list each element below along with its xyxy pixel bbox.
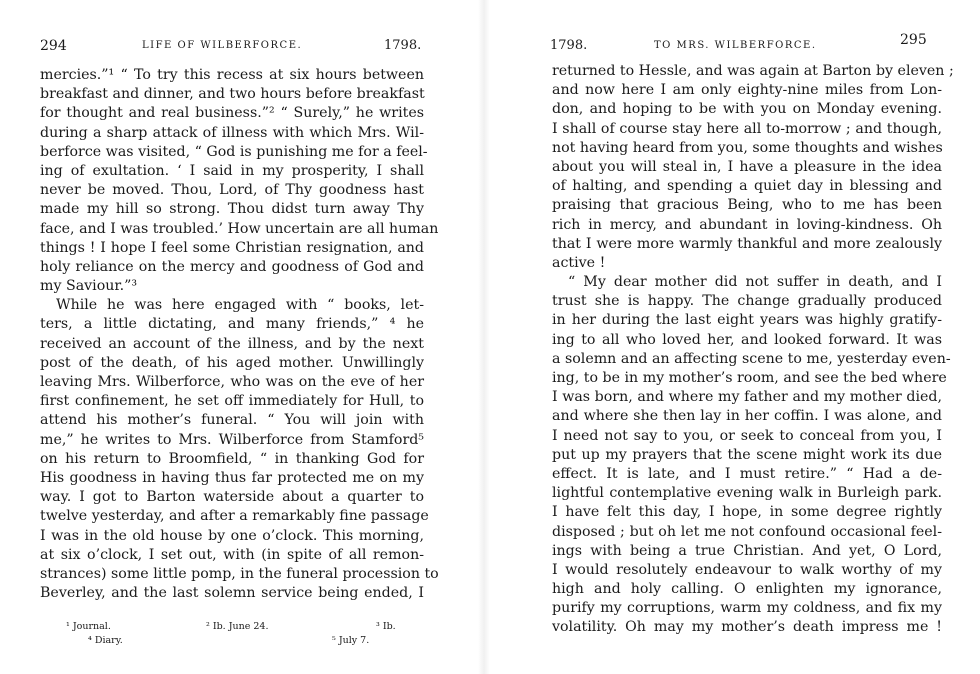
- text-line: way. I got to Barton waterside about a quarter to: [40, 489, 424, 506]
- text-line: leaving Mrs. Wilberforce, who was on the eve of her: [40, 374, 424, 390]
- text-line: on his return to Broomfield, “ in thanking God for: [40, 450, 424, 467]
- text-line: praising that gracious Being, who to me has been: [552, 197, 942, 214]
- text-line: and where she then lay in her coffin. I was alone, and: [552, 408, 942, 425]
- text-line: returned to Hessle, and was again at Barton by eleven ;: [552, 63, 954, 79]
- text-line: things ! I hope I feel some Christian resignation, and: [40, 239, 424, 256]
- text-line: twelve yesterday, and after a remarkably fine passage: [40, 508, 429, 525]
- text-line: I was born, and where my father and my mother died,: [552, 389, 942, 406]
- text-line: ings with being a true Christian. And yet, O Lord,: [552, 542, 942, 559]
- text-line: effect. It is late, and I must retire.” “ Had a de-: [552, 465, 942, 482]
- text-line: holy reliance on the mercy and goodness of God and: [40, 258, 424, 275]
- text-line: not having heard from you, some thoughts and wishes: [552, 139, 943, 156]
- text-line: about you will steal in, I have a pleasure in the idea: [552, 158, 942, 175]
- text-line: volatility. Oh may my mother’s death impress me !: [552, 619, 942, 636]
- text-line: for thought and real business.”² “ Surely,” he writes: [40, 105, 424, 122]
- text-line: ing to all who loved her, and looked forward. It was: [552, 331, 942, 348]
- right-page-number: 295: [900, 32, 927, 48]
- text-line: rich in mercy, and abundant in loving-kindness. Oh: [552, 216, 942, 233]
- text-line: a solemn and an affecting scene to me, yesterday even-: [552, 350, 951, 367]
- text-line: my Saviour.”³: [40, 278, 138, 295]
- text-line: of halting, and spending a quiet day in blessing and: [552, 178, 942, 195]
- text-line: “ My dear mother did not suffer in death, and I: [568, 274, 942, 291]
- text-line: His goodness in having thus far protected me on my: [40, 469, 424, 486]
- right-running-title: TO MRS. WILBERFORCE.: [654, 40, 817, 51]
- text-line: active !: [552, 254, 606, 271]
- text-line: face, and I was troubled.’ How uncertain are all human: [40, 220, 439, 237]
- left-running-title: LIFE OF WILBERFORCE.: [142, 40, 303, 51]
- text-line: never be moved. Thou, Lord, of Thy goodness hast: [40, 182, 424, 199]
- text-line: While he was here engaged with “ books, let-: [56, 297, 424, 314]
- footnote: ⁵ July 7.: [332, 635, 370, 646]
- text-line: strances) some little pomp, in the funeral procession to: [40, 565, 439, 582]
- text-line: in her during the last eight years was highly gratify-: [552, 312, 942, 329]
- text-line: and now here I am only eighty-nine miles from Lon-: [552, 82, 942, 99]
- text-line: I need not say to you, or seek to conceal from you, I: [552, 427, 942, 444]
- footnote: ¹ Journal.: [66, 621, 111, 632]
- text-line: Beverley, and the last solemn service being ended, I: [40, 585, 424, 602]
- left-page: [0, 0, 480, 674]
- text-line: berforce was visited, “ God is punishing me for a feel-: [40, 143, 428, 160]
- text-line: breakfast and dinner, and two hours before breakfast: [40, 86, 425, 103]
- text-line: ing of exultation. ‘ I said in my prosperity, I shall: [40, 162, 424, 179]
- text-line: I would resolutely endeavour to walk worthy of my: [552, 561, 942, 578]
- text-line: purify my corruptions, warm my coldness, and fix my: [552, 600, 942, 617]
- footnote: ³ Ib.: [376, 621, 396, 632]
- right-page-year: 1798.: [550, 38, 588, 53]
- text-line: me,” he writes to Mrs. Wilberforce from Stamford⁵: [40, 431, 424, 448]
- text-line: ters, a little dictating, and many friends,” ⁴ he: [40, 316, 424, 333]
- left-page-body: [40, 66, 439, 603]
- text-line: don, and hoping to be with you on Monday evening.: [552, 101, 942, 118]
- text-line: disposed ; but oh let me not confound occasional feel-: [552, 523, 942, 540]
- text-line: lightful contemplative evening walk in Burleigh park.: [552, 485, 942, 502]
- book-gutter: [478, 0, 490, 674]
- text-line: post of the death, of his aged mother. Unwillingly: [40, 354, 424, 371]
- text-line: at six o’clock, I set out, with (in spite of all remon-: [40, 546, 424, 563]
- text-line: put up my prayers that the scene might work its due: [552, 446, 942, 463]
- text-line: high and holy calling. O enlighten my ignorance,: [552, 581, 942, 598]
- text-line: that I were more warmly thankful and more zealously: [552, 235, 942, 252]
- footnote: ⁴ Diary.: [88, 635, 123, 646]
- text-line: ing, to be in my mother’s room, and see the bed where: [552, 370, 947, 386]
- text-line: during a sharp attack of illness with which Mrs. Wil-: [40, 124, 424, 141]
- text-line: received an account of the illness, and by the next: [40, 335, 424, 352]
- text-line: trust she is happy. The change gradually produced: [552, 293, 942, 310]
- left-page-header: [40, 38, 424, 54]
- text-line: I shall of course stay here all to-morrow ; and though,: [552, 120, 942, 137]
- right-page-body: [552, 62, 954, 638]
- left-page-year: 1798.: [384, 38, 422, 53]
- text-line: I was in the old house by one o’clock. This morning,: [40, 527, 424, 544]
- text-line: first confinement, he set off immediately for Hull, to: [40, 393, 424, 410]
- footnote: ² Ib. June 24.: [206, 621, 269, 632]
- text-line: I have felt this day, I hope, in some degree rightly: [552, 504, 942, 521]
- right-page-header: [550, 32, 930, 54]
- text-line: attend his mother’s funeral. “ You will join with: [40, 412, 424, 429]
- text-line: made my hill so strong. Thou didst turn away Thy: [40, 201, 424, 218]
- text-line: mercies.”¹ “ To try this recess at six hours between: [40, 67, 424, 83]
- left-page-number: 294: [40, 38, 67, 54]
